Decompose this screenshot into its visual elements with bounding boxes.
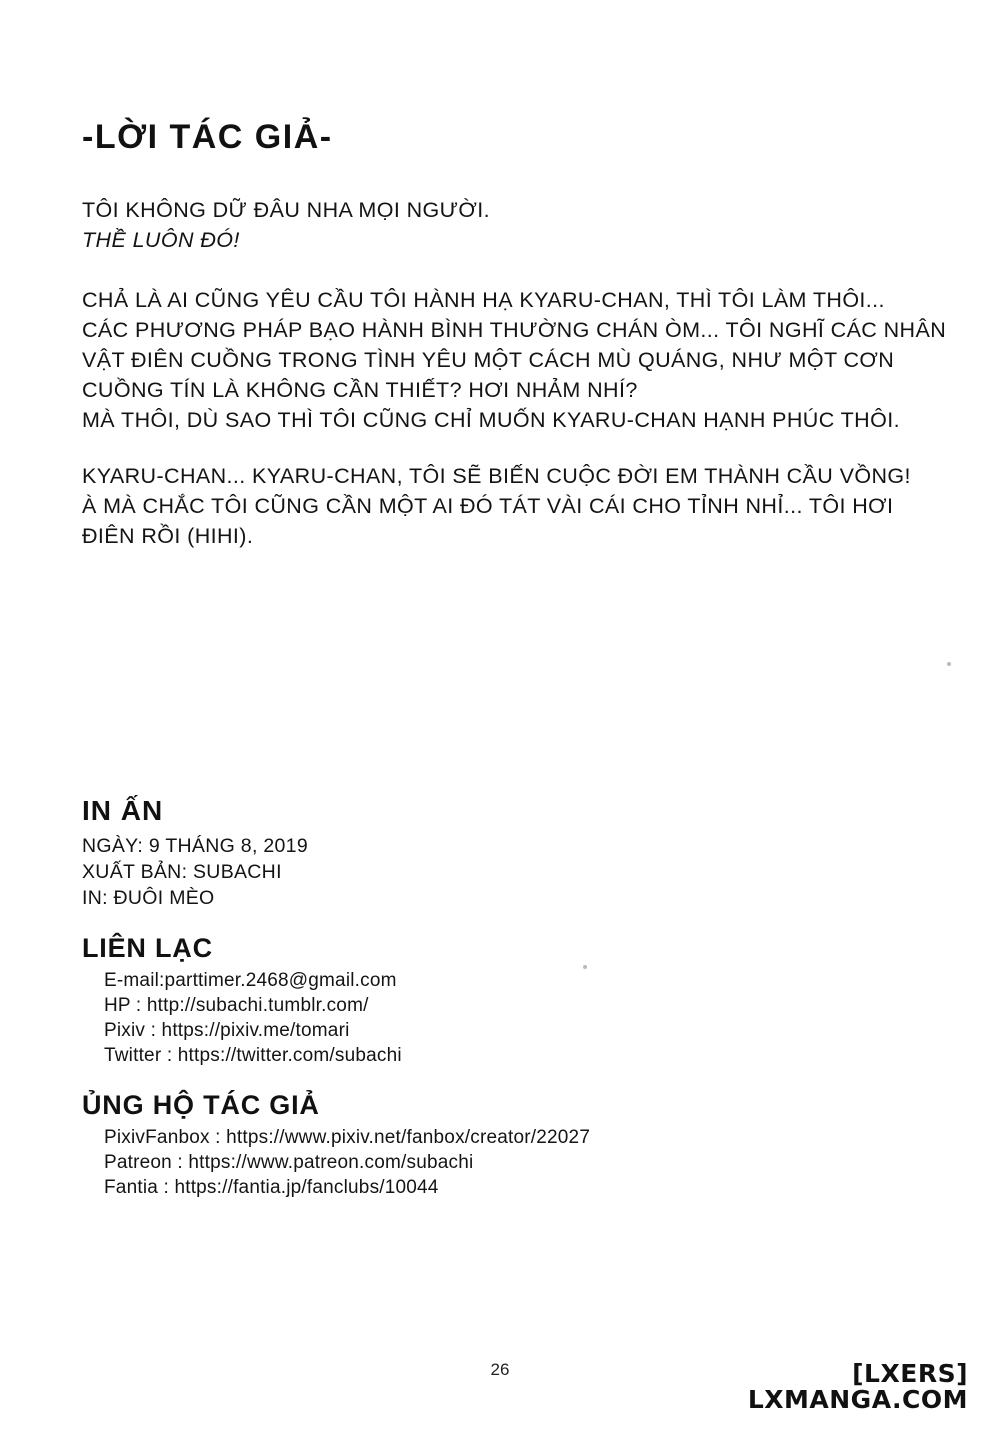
afterword-line: KYARU-CHAN... KYARU-CHAN, TÔI SẼ BIẾN CUỘC ĐỜI EM THÀNH CẦU VỒNG!	[82, 464, 911, 488]
afterword-line: CÁC PHƯƠNG PHÁP BẠO HÀNH BÌNH THƯỜNG CHÁN ÒM... TÔI NGHĨ CÁC NHÂN	[82, 318, 947, 342]
watermark	[747, 1358, 968, 1414]
afterword-line: MÀ THÔI, DÙ SAO THÌ TÔI CŨNG CHỈ MUỐN KYARU-CHAN HẠNH PHÚC THÔI.	[82, 408, 900, 432]
afterword-line: CUỒNG TÍN LÀ KHÔNG CẦN THIẾT? HƠI NHẢM NHÍ?	[82, 378, 638, 402]
colophon-heading: IN ẤN	[82, 795, 164, 826]
support-patreon[interactable]: Patreon : https://www.patreon.com/subachi	[104, 1152, 474, 1173]
contact-homepage[interactable]: HP : http://subachi.tumblr.com/	[104, 995, 369, 1016]
watermark-site-name: LXMANGA.COM	[747, 1384, 968, 1414]
contact-email[interactable]: E-mail:parttimer.2468@gmail.com	[104, 970, 397, 991]
watermark-group-name: [LXERS]	[852, 1358, 968, 1388]
support-pixiv-fanbox[interactable]: PixivFanbox : https://www.pixiv.net/fanbox/creator/22027	[104, 1127, 591, 1148]
contact-twitter[interactable]: Twitter : https://twitter.com/subachi	[104, 1045, 402, 1066]
contact-heading: LIÊN LẠC	[82, 933, 213, 963]
contact-pixiv[interactable]: Pixiv : https://pixiv.me/tomari	[104, 1020, 350, 1041]
afterword-line: VẬT ĐIÊN CUỒNG TRONG TÌNH YÊU MỘT CÁCH MÙ QUÁNG, NHƯ MỘT CƠN	[82, 348, 895, 372]
afterword-line: À MÀ CHẮC TÔI CŨNG CẦN MỘT AI ĐÓ TÁT VÀI CÁI CHO TỈNH NHỈ... TÔI HƠI	[82, 494, 894, 518]
scan-speck	[947, 662, 951, 666]
afterword-title: -LỜI TÁC GIẢ-	[82, 118, 333, 156]
afterword-line: CHẢ LÀ AI CŨNG YÊU CẦU TÔI HÀNH HẠ KYARU-CHAN, THÌ TÔI LÀM THÔI...	[82, 288, 885, 312]
afterword-line: ĐIÊN RỒI (HIHI).	[82, 524, 254, 548]
colophon-publisher: XUẤT BẢN: SUBACHI	[82, 861, 282, 883]
colophon-date: NGÀY: 9 THÁNG 8, 2019	[82, 835, 308, 857]
afterword-paragraph-3	[82, 461, 932, 551]
contact-list	[104, 968, 782, 1068]
afterword-paragraph-2	[82, 285, 947, 435]
support-fantia[interactable]: Fantia : https://fantia.jp/fanclubs/10044	[104, 1177, 439, 1198]
page-number: 26	[490, 1360, 510, 1379]
support-list	[104, 1125, 782, 1200]
afterword-line: TÔI KHÔNG DỮ ĐÂU NHA MỌI NGƯỜI.	[82, 198, 490, 222]
colophon-printer: IN: ĐUÔI MÈO	[82, 887, 215, 909]
support-heading: ỦNG HỘ TÁC GIẢ	[82, 1090, 320, 1120]
afterword-line: THỀ LUÔN ĐÓ!	[82, 228, 240, 252]
afterword-paragraph-1	[82, 195, 932, 255]
afterword-section	[82, 118, 947, 577]
colophon-section	[82, 795, 782, 1200]
colophon-details	[82, 833, 782, 911]
